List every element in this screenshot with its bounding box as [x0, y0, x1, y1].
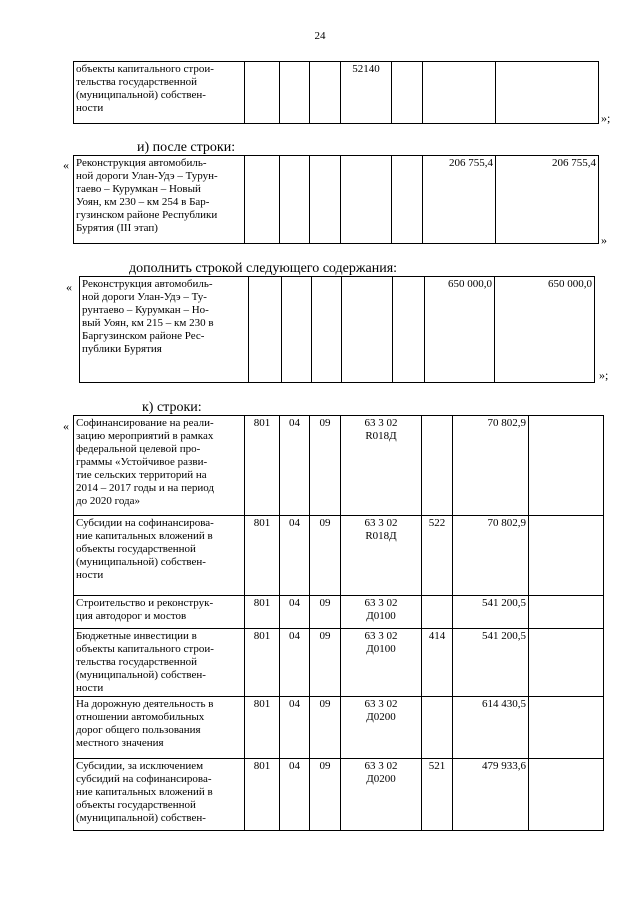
closing-quote: »	[601, 233, 607, 247]
empty-cell	[529, 759, 604, 831]
page-number: 24	[314, 30, 326, 42]
target-article-code: 63 3 02 Д0100	[341, 596, 422, 629]
amount-value: 541 200,5	[453, 596, 529, 629]
row-name: Бюджетные инвестиции в объекты капитального строи- тельства государственной (муниципальной) собствен- ности	[74, 629, 245, 697]
section-code: 04	[280, 629, 310, 697]
table-row	[74, 629, 604, 697]
section-code: 04	[280, 759, 310, 831]
amount-value: 650 000,0	[495, 277, 595, 383]
table-after-line	[73, 155, 599, 244]
subsection-code: 09	[310, 596, 341, 629]
empty-cell	[529, 416, 604, 516]
empty-cell	[529, 697, 604, 759]
empty-cell	[529, 629, 604, 697]
table-row	[74, 697, 604, 759]
ministry-code: 801	[245, 516, 280, 596]
amount-value: 206 755,4	[496, 156, 599, 244]
target-article-code: 63 3 02 Д0200	[341, 759, 422, 831]
closing-quote: »;	[599, 368, 609, 382]
table-new-line	[79, 276, 595, 383]
row-name: Реконструкция автомобиль- ной дороги Улан-Удэ – Ту- рунтаево – Курумкан – Но- вый Уоян, км 215 – км 230 в Баргузинском районе Рес- публики Бурятия	[80, 277, 249, 383]
table-top-fragment	[73, 61, 599, 124]
target-article-code: 63 3 02 R018Д	[341, 516, 422, 596]
amount-value: 541 200,5	[453, 629, 529, 697]
row-name: Субсидии на софинансирова- ние капитальных вложений в объекты государственной (муниципальной) собствен- ности	[74, 516, 245, 596]
ministry-code: 801	[245, 697, 280, 759]
expense-type-code: 521	[422, 759, 453, 831]
target-article-code: 63 3 02 R018Д	[341, 416, 422, 516]
row-name: Строительство и реконструк- ция автодорог и мостов	[74, 596, 245, 629]
table-row	[74, 416, 604, 516]
section-code: 04	[280, 516, 310, 596]
opening-quote: «	[63, 419, 69, 433]
amount-value: 614 430,5	[453, 697, 529, 759]
subsection-code: 09	[310, 516, 341, 596]
table-row	[74, 596, 604, 629]
heading-after-line: и) после строки:	[137, 140, 236, 155]
target-article-code: 63 3 02 Д0200	[341, 697, 422, 759]
empty-cell	[529, 596, 604, 629]
ministry-code: 801	[245, 629, 280, 697]
heading-lines: к) строки:	[142, 400, 202, 415]
table-lines	[73, 415, 604, 831]
row-name: объекты капитального строи- тельства государственной (муниципальной) собствен- ности	[74, 62, 245, 124]
expense-type-code: 522	[422, 516, 453, 596]
expense-type-code	[422, 596, 453, 629]
heading-add-line: дополнить строкой следующего содержания:	[129, 261, 398, 276]
row-name: На дорожную деятельность в отношении автомобильных дорог общего пользования местного значения	[74, 697, 245, 759]
table-row	[74, 516, 604, 596]
target-article-code: 63 3 02 Д0100	[341, 629, 422, 697]
section-code: 04	[280, 596, 310, 629]
row-name: Субсидии, за исключением субсидий на софинансирова- ние капитальных вложений в объекты государственной (муниципальной) собствен-	[74, 759, 245, 831]
amount-value: 479 933,6	[453, 759, 529, 831]
section-code: 04	[280, 697, 310, 759]
expense-type-code: 414	[422, 629, 453, 697]
opening-quote: «	[63, 158, 69, 172]
amount-value: 206 755,4	[423, 156, 496, 244]
subsection-code: 09	[310, 416, 341, 516]
expense-type-code	[422, 697, 453, 759]
row-name: Софинансирование на реали- зацию мероприятий в рамках федеральной целевой про- граммы «Устойчивое разви- тие сельских территорий на 2014 – 2017 годы и на период до 2020 года»	[74, 416, 245, 516]
amount-value: 70 802,9	[453, 416, 529, 516]
table-row	[74, 759, 604, 831]
subsection-code: 09	[310, 697, 341, 759]
amount-value: 70 802,9	[453, 516, 529, 596]
expense-type-code	[422, 416, 453, 516]
closing-quote: »;	[601, 111, 611, 125]
empty-cell	[529, 516, 604, 596]
opening-quote: «	[66, 280, 72, 294]
row-name: Реконструкция автомобиль- ной дороги Улан-Удэ – Турун- таево – Курумкан – Новый Уоян, км 230 – км 254 в Бар- гузинском районе Республики Бурятия (III этап)	[74, 156, 245, 244]
amount-value: 650 000,0	[425, 277, 495, 383]
section-code: 04	[280, 416, 310, 516]
ministry-code: 801	[245, 596, 280, 629]
ministry-code: 801	[245, 416, 280, 516]
subsection-code: 09	[310, 629, 341, 697]
target-article-code: 52140	[341, 62, 392, 124]
ministry-code: 801	[245, 759, 280, 831]
subsection-code: 09	[310, 759, 341, 831]
